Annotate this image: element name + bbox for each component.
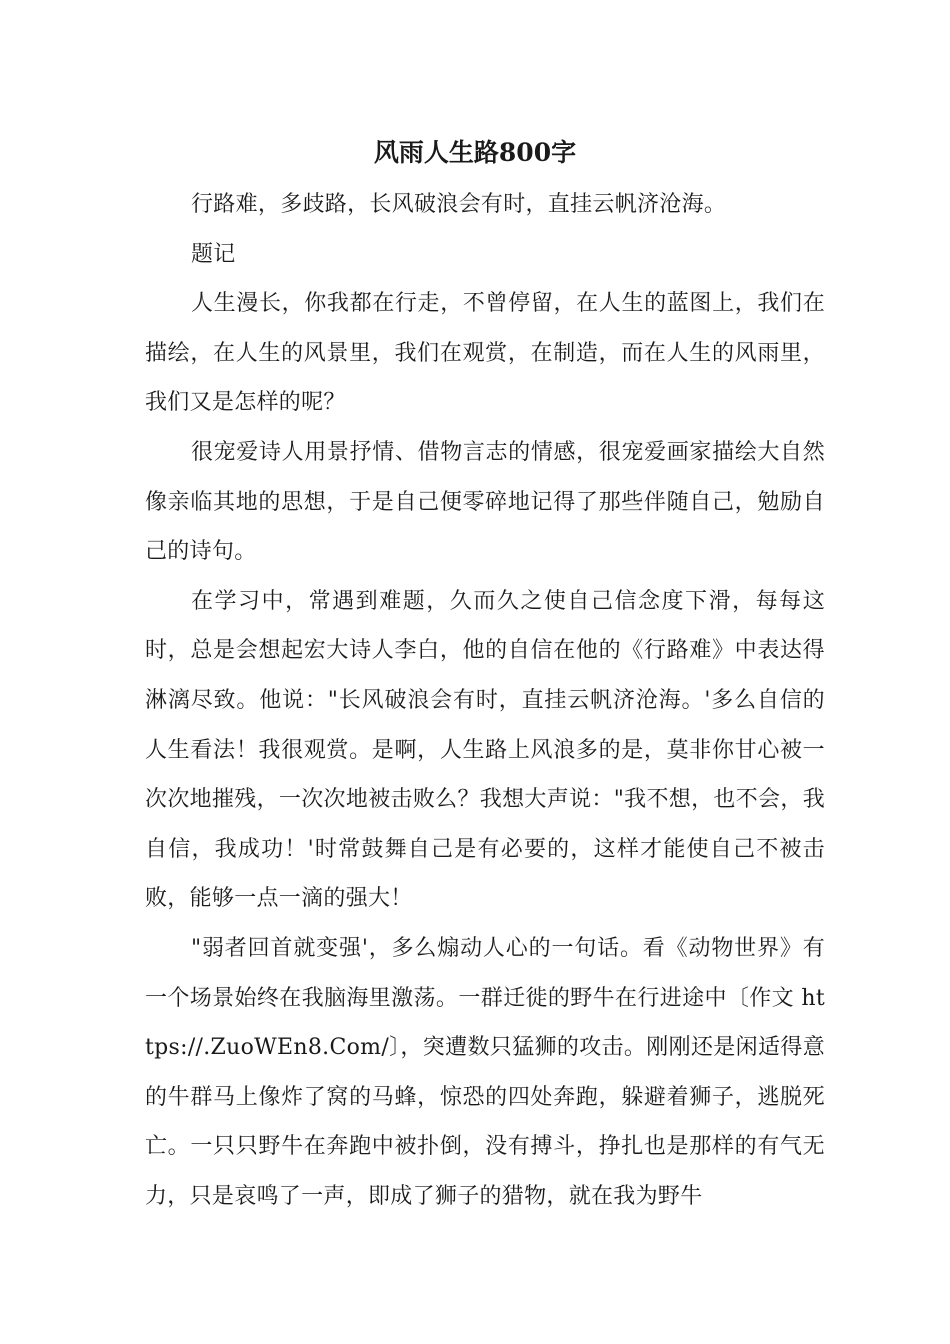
document-title: 风雨人生路800字 xyxy=(373,138,577,167)
document-body xyxy=(145,180,825,1221)
paragraph-poetry: 很宠爱诗人用景抒情、借物言志的情感，很宠爱画家描绘大自然像亲临其地的思想，于是自己便零碎地记得了那些伴随自己，勉励自己的诗句。 xyxy=(145,439,825,565)
paragraph-li-bai: 在学习中，常遇到难题，久而久之使自己信念度下滑，每每这时，总是会想起宏大诗人李白，他的自信在他的《行路难》中表达得淋漓尽致。他说："长风破浪会有时，直挂云帆济沧海。'多么自信的人生看法！我很观赏。是啊，人生路上风浪多的是，莫非你甘心被一次次地摧残，一次次地被击败么？我想大声说："我不想，也不会，我自信，我成功！'时常鼓舞自己是有必要的，这样才能使自己不被击败，能够一点一滴的强大！ xyxy=(145,588,825,912)
paragraph-intro: 人生漫长，你我都在行走，不曾停留，在人生的蓝图上，我们在描绘，在人生的风景里，我们在观赏，在制造，而在人生的风雨里，我们又是怎样的呢？ xyxy=(145,291,825,416)
paragraph-epigraph: 行路难，多歧路，长风破浪会有时，直挂云帆济沧海。 xyxy=(191,192,727,217)
paragraph-animal-world: "弱者回首就变强'，多么煽动人心的一句话。看《动物世界》有一个场景始终在我脑海里激荡。一群迁徙的野牛在行进途中〔作文 https://.ZuoWEn8.Com/〕，突遭数只猛狮的攻击。刚刚还是闲适得意的牛群马上像炸了窝的马蜂，惊恐的四处奔跑，躲避着狮子，逃脱死亡。一只只野牛在奔跑中被扑倒，没有搏斗，挣扎也是那样的有气无力，只是哀鸣了一声，即成了狮子的猎物，就在我为野牛 xyxy=(145,935,825,1209)
paragraph-epigraph-label: 题记 xyxy=(191,241,236,267)
